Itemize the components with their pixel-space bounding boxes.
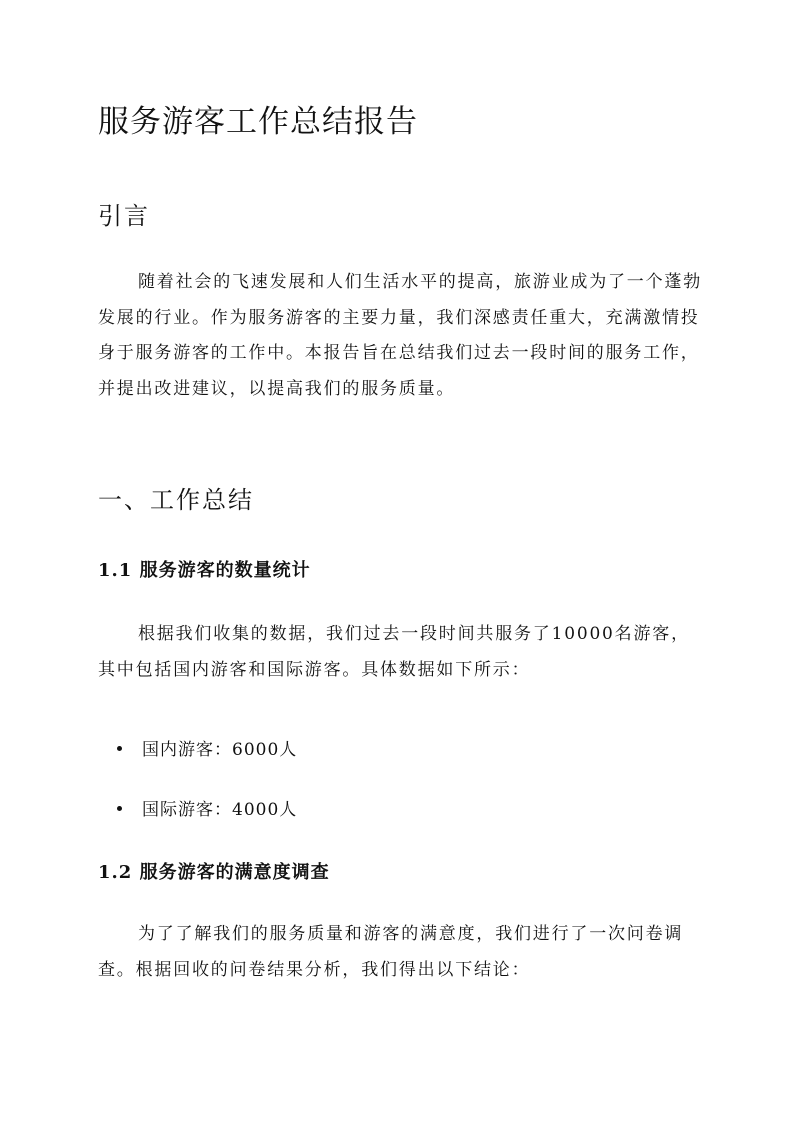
section-work-summary-heading: 一、工作总结 [98, 486, 254, 514]
bullet-icon [117, 806, 122, 811]
list-item-international-visitors [117, 795, 297, 820]
list-item-text: 国际游客：4000人 [142, 800, 298, 820]
satisfaction-paragraph: 为了了解我们的服务质量和游客的满意度，我们进行了一次问卷调查。根据回收的问卷结果分析，我们得出以下结论： [98, 924, 684, 980]
intro-paragraph: 随着社会的飞速发展和人们生活水平的提高，旅游业成为了一个蓬勃发展的行业。作为服务游客的主要力量，我们深感责任重大，充满激情投身于服务游客的工作中。本报告旨在总结我们过去一段时间的服务工作，并提出改进建议，以提高我们的服务质量。 [98, 272, 702, 399]
bullet-icon [117, 746, 122, 751]
list-item-domestic-visitors [117, 735, 297, 760]
document-title: 服务游客工作总结报告 [98, 104, 418, 140]
visitor-count-paragraph: 根据我们收集的数据，我们过去一段时间共服务了10000名游客，其中包括国内游客和国际游客。具体数据如下所示： [98, 624, 690, 680]
subsection-visitor-count-heading: 1.1 服务游客的数量统计 [98, 560, 311, 581]
intro-heading: 引言 [98, 202, 150, 230]
list-item-text: 国内游客：6000人 [142, 740, 298, 760]
subsection-satisfaction-heading: 1.2 服务游客的满意度调查 [98, 862, 330, 883]
